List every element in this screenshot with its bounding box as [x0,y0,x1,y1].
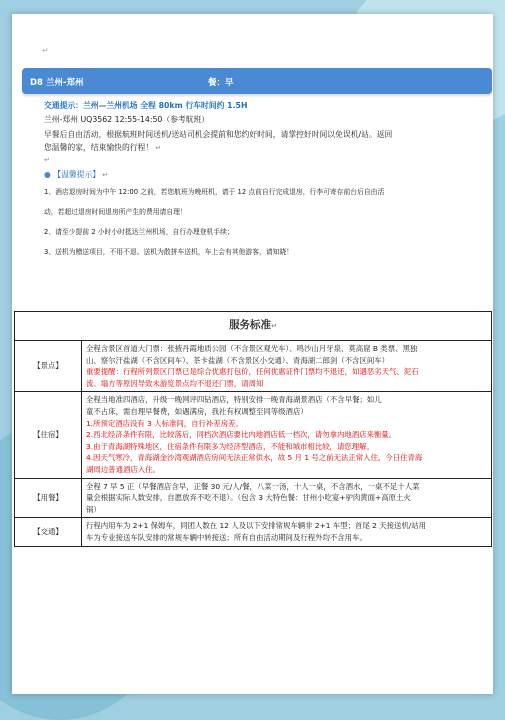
row-line: 全程 7 早 5 正（早餐酒店含早，正餐 30 元/人/餐，八菜一汤，十人一桌，不含酒水，一桌不足十人菜 [86,481,420,491]
reminder-title: 【温馨提示】 [53,170,101,179]
traffic-tip: 交通提示：兰州—兰州机场 全程 80km 行车时间约 1.5H [44,101,248,110]
row-line: 量会根据实际人数安排，自愿放弃不吃不退）。（包含 3 大特色餐：甘州小吃宴+驴肉黄面+高原土火 [86,493,411,503]
body-line: 您温馨的家，结束愉快的行程！ ↵ [44,143,162,152]
standards-title: 服务标准↵ [15,312,492,341]
row-content [82,518,492,546]
paragraph-mark-icon: ↵ [271,321,277,330]
row-line: 4.因天气寒冷，青海湖金沙湾观湖酒店房间无法正常供水，故 5 月 1 号之前无法正常入住，今日住青海 [86,453,423,463]
row-line: 重要提醒：行程所列景区门票已是综合优惠打包价，任何优惠证件门票均不退还，如遇恶劣天气、泥石 [86,367,419,377]
row-line: 流、塌方等原因导致未游览景点均不退还门票，请周知 [86,378,264,388]
row-line: 3.由于青海湖特殊地区，住宿条件有限多为经济型酒店，不能和城市相比较，请您理解。 [86,441,374,451]
bullet-icon: ● [44,170,51,179]
row-line: 童不占床，需自理早餐费，如遇满房，我社有权调整至同等级酒店） [86,406,308,416]
row-content [82,392,492,478]
table-row [15,518,492,546]
paragraph-mark-icon: ↵ [100,171,109,179]
row-line: 车为专业接送车队安排的常规车辆中转接送；所有自由活动期间及行程外均不含用车。 [86,532,367,542]
table-row [15,478,492,518]
row-line: 山、察尔汗盐湖（不含区间车）、茶卡盐湖（不含景区小交通）、青海湖二郎剑（不含区间车） [86,355,390,365]
row-content [82,478,492,518]
table-row [15,341,492,392]
row-line: 2.西北经济条件有限，比较落后，同档次酒店要比内地酒店低一档次，请勿拿内地酒店来衡量。 [86,430,397,440]
row-label: 【交通】 [15,518,82,546]
row-line: 全程当地准四酒店，升级一晚网评四钻酒店，特别安排一晚青海湖景酒店（不含早餐；如儿 [86,395,382,405]
row-label: 【用餐】 [15,478,82,518]
paragraph-mark-icon: ↵ [42,46,49,55]
flight-info: 兰州-郑州 UQ3562 12:55-14:50（参考航班） [44,115,210,124]
reminder-item: 2、请至少提前 2 小时小时抵达兰州机场，自行办理登机手续； [44,228,234,236]
paragraph-mark-icon: ↵ [153,144,162,152]
row-label: 【景点】 [15,341,82,392]
day-header-bar [22,68,492,94]
row-line: 锅） [86,504,101,514]
paragraph-mark-icon: ↵ [44,156,50,164]
row-label: 【住宿】 [15,392,82,478]
body-line: 早餐后自由活动，根据航班时间送机/送站司机会提前和您约好时间，请掌控好时间以免误机/站。返回 [44,130,393,139]
day-meals: 餐：早 [208,78,234,88]
table-row [15,392,492,478]
reminder-title-row [44,169,474,181]
row-line: 全程含景区首道大门票：张掖丹霞地质公园（不含景区观光车）、鸣沙山月牙泉、莫高窟 B 类票、黑独 [86,344,418,353]
reminder-item: 3、送机为赠送项目，不用不退。送机为散拼车送机，车上会有其他游客，请知晓！ [44,248,294,256]
reminder-item: 动，若超过退房时间退房所产生的费用请自理！ [44,208,187,216]
row-line: 行程内用车为 2+1 保姆车，同团人数在 12 人及以下安排常规车辆非 2+1 车型；首尾 2 天接送机/站用 [86,521,427,531]
day-content [44,100,474,257]
row-line: 1.所预定酒店没有 3 人标准间，自行补差房差。 [86,418,243,428]
reminder-item: 1、酒店退房时间为中午 12:00 之前，若您航班为晚班机，请于 12 点前自行完成退房，行李可寄存前台后自由活 [44,188,385,196]
day-title: D8 兰州-郑州 [30,78,84,88]
service-standards-table [14,311,492,547]
row-content [82,341,492,392]
row-line: 湖周边普通酒店入住。 [86,464,160,474]
